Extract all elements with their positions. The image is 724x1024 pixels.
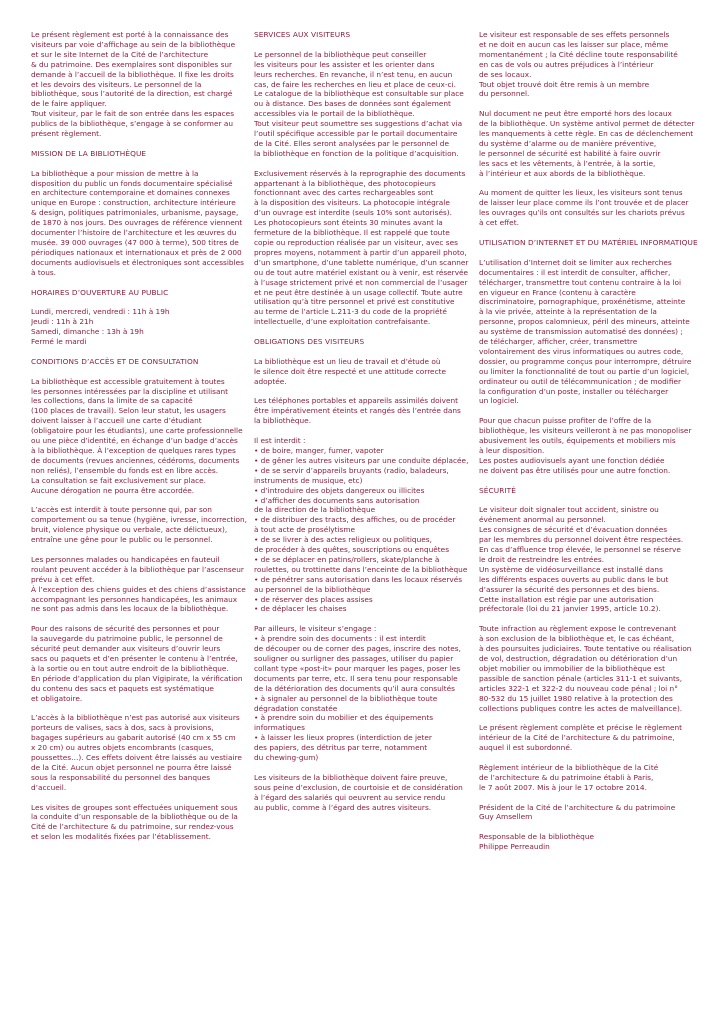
- paragraph: Il est interdit : • de boire, manger, fumer, vapoter • de gêner les autres visiteurs par une conduite déplacée, • de se servir d’appareils bruyants (radio, baladeurs, instruments de musique, etc) • d’introduire des objets dangereux ou illicites • d’afficher des documents sans autorisation de la direction de la bibliothèque • de distribuer des tracts, des affiches, ou de procéder à tout acte de prosélytisme • de se livrer à des actes religieux ou politiques, de procéder à des quêtes, souscriptions ou enquêtes • de se déplacer en patins/rollers, skate/planche à roulettes, ou trottinette dans l’enceinte de la bibliothèque • de pénétrer sans autorisation dans les locaux réservés au personnel de la bibliothèque • de réserver des places assises • de déplacer les chaises: [254, 436, 469, 614]
- paragraph: Nul document ne peut être emporté hors des locaux de la bibliothèque. Un système antivol permet de détecter les manquements à cette règle. En cas de déclenchement du système d’alarme ou de manière préventive, le personnel de sécurité est habilité à faire ouvrir les sacs et les vêtements, à l’entrée, à la sortie, à l’intérieur et aux abords de la bibliothèque.: [479, 109, 695, 178]
- paragraph: Les téléphones portables et appareils assimilés doivent être impérativement éteints et rangés dès l’entrée dans la bibliothèque.: [254, 396, 461, 426]
- paragraph: L’utilisation d’Internet doit se limiter aux recherches documentaires : il est interdit de consulter, afficher, télécharger, transmettre tout contenu contraire à la loi en vigueur en France (contenu à caractère discriminatoire, pornographique, proxénétisme, atteinte à la vie privée, atteinte à la représentation de la personne, propos calomnieux, péril des mineurs, atteinte au système de transmission automatisé des données) ; de télécharger, afficher, créer, transmettre volontairement des virus informatiques ou autres code, dossier, ou programme conçus pour interrompre, détruire ou limiter la fonctionnalité de tout ou partie d’un logiciel, ordinateur ou outil de télécommunication ; de modifier la configuration d’un poste, installer ou télécharger un logiciel.: [479, 257, 692, 406]
- paragraph: Président de la Cité de l’architecture & du patrimoine Guy Amsellem: [479, 802, 676, 822]
- section-heading: CONDITIONS D’ACCÈS ET DE CONSULTATION: [31, 356, 199, 366]
- paragraph: Le visiteur est responsable de ses effets personnels et ne doit en aucun cas les laisser sur place, même momentanément ; la Cité décline toute responsabilité en cas de vols ou autres préjudices à l’intérieur de ses locaux. Tout objet trouvé doit être remis à un membre du personnel.: [479, 30, 678, 99]
- paragraph: Le présent règlement complète et précise le règlement intérieur de la Cité de l’architecture & du patrimoine, auquel il est subordonné.: [479, 723, 683, 753]
- paragraph: L’accès est interdit à toute personne qui, par son comportement ou sa tenue (hygiène, ivresse, incorrection, bruit, violence physique ou verbale, acte délictueux), entraîne une gêne pour le public ou le personnel.: [31, 505, 247, 545]
- section-heading: SÉCURITÉ: [479, 485, 516, 495]
- paragraph: La bibliothèque a pour mission de mettre à la disposition du public un fonds documentaire spécialisé en architecture contemporaine et domaines connexes unique en Europe : construction, architecture intérieure & design, politiques patrimoniales, urbanisme, paysage, de 1870 à nos jours. Des ouvrages de référence viennent documenter l’histoire de l’architecture et les œuvres du musée. 39 000 ouvrages (47 000 à terme), 500 titres de périodiques nationaux et internationaux et près de 2 000 documents audiovisuels et électroniques sont accessibles à tous.: [31, 168, 244, 277]
- paragraph: Règlement intérieur de la bibliothèque de la Cité de l’architecture & du patrimoine établi à Paris, le 7 août 2007. Mis à jour le 17 octobre 2014.: [479, 762, 659, 792]
- paragraph: Lundi, mercredi, vendredi : 11h à 19h Jeudi : 11h à 21h Samedi, dimanche : 13h à 19h Fermé le mardi: [31, 307, 170, 347]
- paragraph: Exclusivement réservés à la reprographie des documents appartenant à la bibliothèque, des photocopieurs fonctionnant avec des cartes rechargeables sont à la disposition des visiteurs. La photocopie intégrale d’un ouvrage est interdite (seuls 10% sont autorisés). Les photocopieurs sont éteints 30 minutes avant la fermeture de la bibliothèque. Il est rappelé que toute copie ou reproduction réalisée par un visiteur, avec ses propres moyens, notamment à partir d’un appareil photo, d’un smartphone, d’une tablette numérique, d’un scanner ou de tout autre matériel existant ou à venir, est réservée à l’usage strictement privé et non commercial de l’usager et ne peut être destinée à un usage collectif. Toute autre utilisation qu’à titre personnel et privé est constitutive au terme de l’article L.211-3 du code de la propriété intellectuelle, d’une exploitation contrefaisante.: [254, 168, 469, 327]
- column-2: [254, 30, 479, 1020]
- paragraph: Le personnel de la bibliothèque peut conseiller les visiteurs pour les assister et les orienter dans leurs recherches. En revanche, il n’est tenu, en aucun cas, de faire les recherches en lieu et place de ceux-ci. Le catalogue de la bibliothèque est consultable sur place ou à distance. Des bases de données sont également accessibles via le portail de la bibliothèque. Tout visiteur peut soumettre ses suggestions d’achat via l’outil spécifique accessible par le portail documentaire de la Cité. Elles seront analysées par le personnel de la bibliothèque en fonction de la politique d’acquisition.: [254, 49, 464, 158]
- paragraph: Le présent règlement est porté à la connaissance des visiteurs par voie d’affichage au sein de la bibliothèque et sur le site Internet de la Cité de l’architecture & du patrimoine. Des exemplaires sont disponibles sur demande à l’accueil de la bibliothèque. Il fixe les droits et les devoirs des visiteurs. Le personnel de la bibliothèque, sous l’autorité de la direction, est chargé de le faire appliquer. Tout visiteur, par le fait de son entrée dans les espaces publics de la bibliothèque, s’engage à se conformer au présent règlement.: [31, 30, 236, 139]
- column-1: [31, 30, 254, 1020]
- paragraph: La bibliothèque est un lieu de travail et d’étude où le silence doit être respecté et une attitude correcte adoptée.: [254, 356, 447, 386]
- paragraph: Au moment de quitter les lieux, les visiteurs sont tenus de laisser leur place comme ils l’ont trouvée et de placer les ouvrages qu’ils ont consultés sur les chariots prévus à cet effet.: [479, 188, 689, 228]
- section-heading: UTILISATION D’INTERNET ET DU MATÉRIEL INFORMATIQUE: [479, 237, 698, 247]
- section-heading: SERVICES AUX VISITEURS: [254, 30, 351, 39]
- paragraph: Pour que chacun puisse profiter de l’offre de la bibliothèque, les visiteurs veilleront à ne pas monopoliser abusivement les outils, équipements et mobiliers mis à leur disposition. Les postes audiovisuels ayant une fonction dédiée ne doivent pas être utilisés pour une autre fonction.: [479, 416, 692, 475]
- paragraph: Toute infraction au règlement expose le contrevenant à son exclusion de la bibliothèque et, le cas échéant, à des poursuites judiciaires. Toute tentative ou réalisation de vol, destruction, dégradation ou détérioration d’un objet mobilier ou immobilier de la bibliothèque est passible de sanction pénale (articles 311-1 et suivants, articles 322-1 et 322-2 du nouveau code pénal ; loi n° 80-532 du 15 juillet 1980 relative à la protection des collections publiques contre les actes de malveillance).: [479, 624, 692, 713]
- paragraph: Les personnes malades ou handicapées en fauteuil roulant peuvent accéder à la bibliothèque par l’ascenseur prévu à cet effet. À l’exception des chiens guides et des chiens d’assistance accompagnant les personnes handicapées, les animaux ne sont pas admis dans les locaux de la bibliothèque.: [31, 554, 246, 614]
- paragraph: Les visiteurs de la bibliothèque doivent faire preuve, sous peine d’exclusion, de courtoisie et de considération à l’égard des salariés qui oeuvrent au service rendu au public, comme à l’égard des autres visiteurs.: [254, 772, 463, 812]
- section-heading: HORAIRES D’OUVERTURE AU PUBLIC: [31, 287, 169, 297]
- paragraph: Responsable de la bibliothèque Philippe Perreaudin: [479, 832, 595, 852]
- paragraph: Pour des raisons de sécurité des personnes et pour la sauvegarde du patrimoine public, le personnel de sécurité peut demander aux visiteurs d’ouvrir leurs sacs ou paquets et d’en présenter le contenu à l’entrée, à la sortie ou en tout autre endroit de la bibliothèque. En période d’application du plan Vigipirate, la vérification du contenu des sacs et paquets est systématique et obligatoire.: [31, 624, 243, 703]
- paragraph: La bibliothèque est accessible gratuitement à toutes les personnes intéressées par la discipline et utilisant les collections, dans la limite de sa capacité (100 places de travail). Selon leur statut, les usagers doivent laisser à l’accueil une carte d’étudiant (obligatoire pour les étudiants), une carte professionnelle ou une pièce d’identité, en échange d’un badge d’accès à la bibliothèque. À l’exception de quelques rares types de documents (revues anciennes, cédéroms, documents non reliés), l’ensemble du fonds est en libre accès. La consultation se fait exclusivement sur place. Aucune dérogation ne pourra être accordée.: [31, 376, 243, 495]
- paragraph: L’accès à la bibliothèque n’est pas autorisé aux visiteurs porteurs de valises, sacs à dos, sacs à provisions, bagages supérieurs au gabarit autorisé (40 cm x 55 cm x 20 cm) ou autres objets encombrants (casques, poussettes…). Ces effets doivent être laissés au vestiaire de la Cité. Aucun objet personnel ne pourra être laissé sous la responsabilité du personnel des banques d’accueil.: [31, 713, 242, 792]
- column-3: [479, 30, 706, 1020]
- paragraph: Les visites de groupes sont effectuées uniquement sous la conduite d’un responsable de la bibliothèque ou de la Cité de l’architecture & du patrimoine, sur rendez-vous et selon les modalités fixées par l’établissement.: [31, 802, 238, 842]
- paragraph: Le visiteur doit signaler tout accident, sinistre ou événement anormal au personnel. Les consignes de sécurité et d’évacuation données par les membres du personnel doivent être respectées. En cas d’affluence trop élevée, le personnel se réserve le droit de restreindre les entrées. Un système de vidéosurveillance est installé dans les différents espaces ouverts au public dans le but d’assurer la sécurité des personnes et des biens. Cette installation est régie par une autorisation préfectorale (loi du 21 janvier 1995, article 10.2).: [479, 505, 684, 614]
- paragraph: Par ailleurs, le visiteur s’engage : • à prendre soin des documents : il est interdit de découper ou de corner des pages, inscrire des notes, souligner ou surligner des passages, utiliser du papier collant type «post-it» pour marquer les pages, poser les documents par terre, etc. Il sera tenu pour responsable de la détérioration des documents qu’il aura consultés • à signaler au personnel de la bibliothèque toute dégradation constatée • à prendre soin du mobilier et des équipements informatiques • à laisser les lieux propres (interdiction de jeter des papiers, des détritus par terre, notamment du chewing-gum): [254, 624, 461, 763]
- section-heading: OBLIGATIONS DES VISITEURS: [254, 337, 365, 347]
- section-heading: MISSION DE LA BIBLIOTHÈQUE: [31, 148, 147, 158]
